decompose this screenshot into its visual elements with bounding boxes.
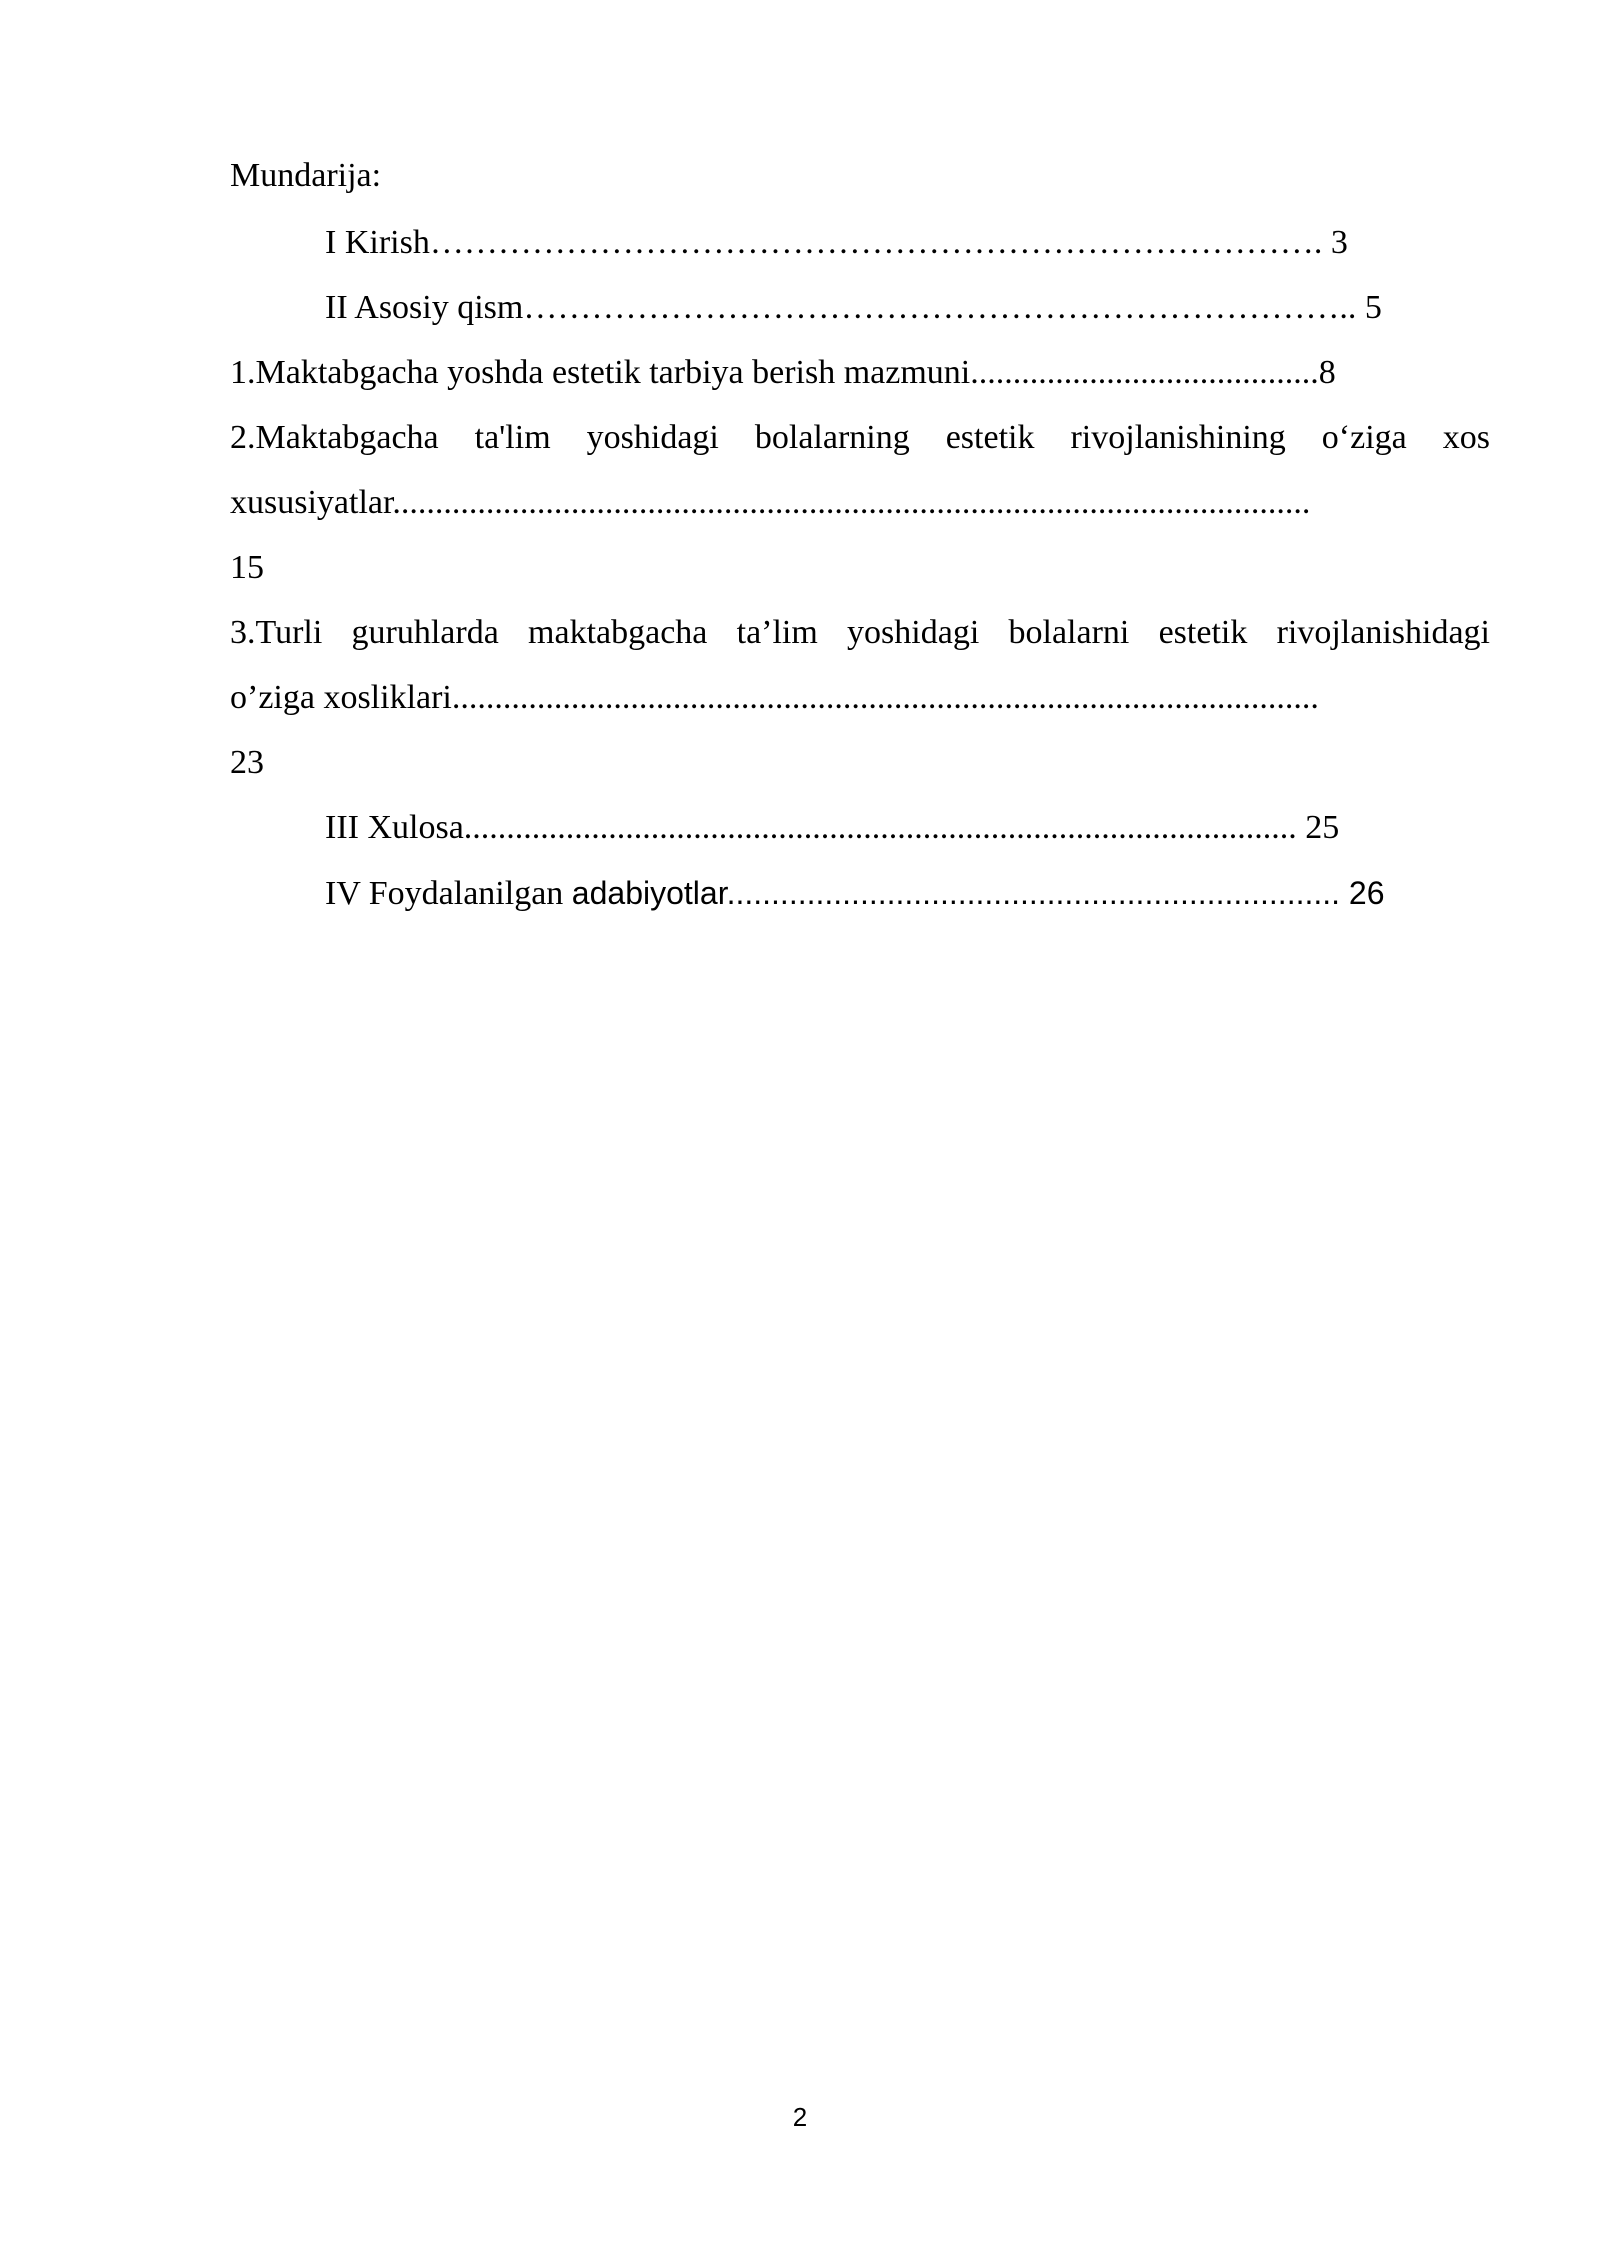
- toc-entry-kirish: I Kirish……………………………………………………………………. 3: [325, 224, 1348, 261]
- toc-entry-2-page: 15: [230, 549, 264, 586]
- toc-entry-3-page: 23: [230, 744, 264, 781]
- toc-entry-foyda-prefix: IV Foydalanilgan: [325, 875, 572, 912]
- toc-entry-foyda-rest: adabiyotlar..................................................................... 26: [571, 875, 1385, 911]
- toc-entry-3-line1: 3.Turli guruhlarda maktabgacha ta’lim yoshidagi bolalarni estetik rivojlanishidagi: [230, 614, 1490, 651]
- toc-title: Mundarija:: [230, 157, 382, 194]
- toc-entry-xulosa: III Xulosa.................................................................................................. 25: [325, 809, 1340, 846]
- table-of-contents: [230, 148, 1490, 930]
- page-number: 2: [792, 2102, 808, 2132]
- toc-entry-1: 1.Maktabgacha yoshda estetik tarbiya berish mazmuni.........................................8: [230, 354, 1336, 391]
- toc-entry-2-line1: 2.Maktabgacha ta'lim yoshidagi bolalarning estetik rivojlanishining o‘ziga xos: [230, 419, 1490, 456]
- toc-entry-2-line2: xususiyatlar............................................................................................................: [230, 484, 1311, 521]
- toc-entry-asosiy-qism: II Asosiy qism……………………………………………………………….. 5: [325, 289, 1382, 326]
- toc-entry-3-line2: o’ziga xosliklari......................................................................................................: [230, 679, 1319, 716]
- toc-entry-foydalanilgan-adabiyotlar: [230, 865, 1490, 930]
